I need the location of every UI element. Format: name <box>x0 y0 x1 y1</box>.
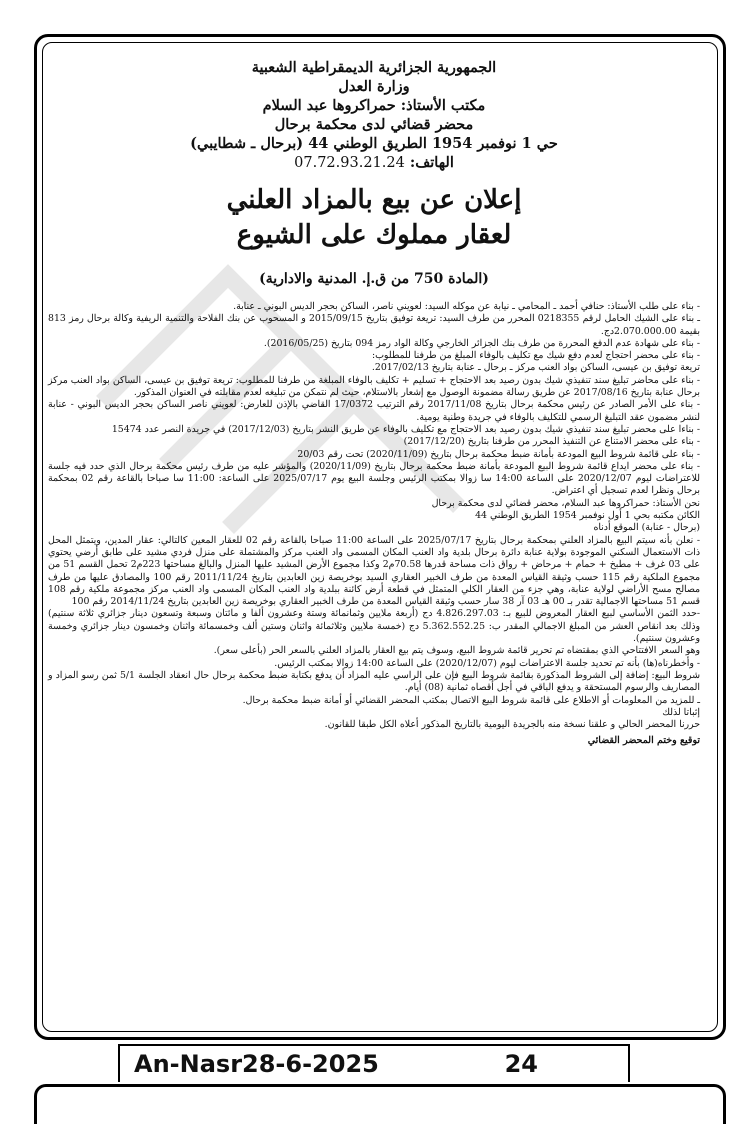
footer-bar <box>118 1044 630 1082</box>
paragraph: نحن الأستاذ: حمراكروها عبد السلام، محضر قضائي لدى محكمة برحال <box>431 497 700 509</box>
page-number: 24 <box>504 1050 538 1078</box>
bailiff-line: محضر قضائي لدى محكمة برحال <box>274 116 474 133</box>
phone-line <box>48 153 700 173</box>
paragraph: - بناء على طلب الأستاذ: حنافي أحمد ـ المحامي ـ نيابة عن موكله السيد: لعويني ناصر، الساكن بحجر الديس البوني ـ عنابة. <box>233 301 700 312</box>
paragraph: -حدد الثمن الأساسي لبيع العقار المعروض للبيع بـ: 4.826.297.03 دج (أربعة ملايين وثمانمائة وستة وعشرون ألفا و مائتان وسبعة وتسعون دينار جزائري ثلاثة سنتيم) وذلك بعد انقاص العشر من المبلغ الاجمالي المقدر ب: 5.362.552.25 دج (خمسة ملايين وثلاثمائة واثنان وستين ألف وخمسمائة واثنان وخمسون دينار جزائري وخمسة وعشرون سنتيم). <box>48 608 701 645</box>
paragraph: - بناء على محضر احتجاج لعدم دفع شيك مع تكليف بالوفاء المبلغ من طرفنا للمطلوب: <box>371 350 700 362</box>
title-line-2: لعقار مملوك على الشيوع <box>236 220 512 250</box>
paragraph: تريعة توفيق بن عيسى، الساكن بواد العنب مركز ـ برحال ـ عنابة بتاريخ 2017/02/13. <box>371 362 700 374</box>
next-frame-border <box>34 1084 726 1124</box>
paragraph: - بناء على محضر ايداع قائمة شروط البيع المودعة بأمانة ضبط محكمة برحال بتاريخ (2020/11/09) والمؤشر عليه من طرف رئيس محكمة برحال الذي حدد فيه جلسة للاعتراضات ليوم 2020/12/07 على الساعة 14:00 سا زوالا بمكتب الرئيس وجلسة البيع يوم 2025/07/17 على الساعة: 11:00 سا صباحا بالقاعة رقم 02 بمحكمة برحال ونظرا لعدم تسجيل أي اعتراض. <box>48 460 701 497</box>
office-line: مكتب الأستاذ: حمراكروها عبد السلام <box>262 97 486 114</box>
paragraph: - بناء على قائمة شروط البيع المودعة بأمانة ضبط محكمة برحال بتاريخ (2020/11/09) تحت رقم 20/03 <box>297 448 700 460</box>
paragraph: حررنا المحضر الحالي و علقنا نسخة منه بالجريدة اليومية بالتاريخ المذكور أعلاه الكل طبقا للقانون. <box>324 719 700 731</box>
phone-label: الهاتف: <box>409 154 454 171</box>
paragraph: - بناء على محاضر تبليغ سند تنفيذي شيك بدون رصيد بعد الاحتجاج + تسليم + تكليف بالوفاء المبلغة من طرفنا للمطلوب: تريعة توفيق بن عيسى، الساكن بواد العنب مركز برحال عنابة بتاريخ 2017/08/16 عن طريق رسالة مضمونة الوصول مع إشعار بالاستلام، حيث لم نتمكن من تبليغه لعدم مقابلته في العنوان المذكور. <box>48 374 700 399</box>
page-title <box>48 183 700 253</box>
paragraph: (برحال - عنابة) الموقع أدناه <box>593 522 700 534</box>
paragraph: - بناءا على محضر تبليغ سند تنفيذي شيك بدون رصيد بعد الاحتجاج مع تكليف بالوفاء عن طريق النشر بتاريخ (2017/12/03) في جريدة النصر عدد 15474 <box>111 423 700 435</box>
signature-label: توقيع وختم المحضر القضائي <box>587 735 700 747</box>
ministry-line: وزارة العدل <box>338 78 410 95</box>
paragraph: ـ بناء على الشيك الحامل لرقم 0218355 المحرر من طرف السيد: تريعة توفيق بتاريخ 2015/09/15 و المسحوب عن بنك الفلاحة والتنمية الريفية وكالة برحال رمز 813 بقيمة 2.070.000.00دج. <box>48 313 700 337</box>
newspaper-date: An-Nasr28-6-2025 <box>134 1050 379 1078</box>
paragraph: شروط البيع: إضافة إلى الشروط المذكورة بقائمة شروط البيع فإن على الراسي عليه المزاد أن يدفع بكتابة ضبط محكمة برحال حال انعقاد الجلسة 5/1 ثمن رسو المزاد و المصاريف والرسوم المستحقة و يدفع الباقي في أجل أقصاه ثمانية (08) أيام. <box>48 669 700 694</box>
paragraph: - وأخطرناه(ها) بأنه تم تحديد جلسة الاعتراضات ليوم (2020/12/07) على الساعة 14:00 زوالا بمكتب الرئيس. <box>274 657 700 669</box>
paragraph: ـ للمزيد من المعلومات أو الاطلاع على قائمة شروط البيع الاتصال بمكتب المحضر القضائي أو أمانة ضبط محكمة برحال. <box>242 694 700 706</box>
paragraph: إثباتا لذلك <box>662 706 700 718</box>
address-line: حي 1 نوفمبر 1954 الطريق الوطني 44 (برحال ـ شطايبي) <box>190 135 558 152</box>
paragraph: - نعلن بأنه سيتم البيع بالمزاد العلني بمحكمة برحال بتاريخ 2025/07/17 على الساعة 11:00 صباحا بالقاعة رقم 02 للعقار المعين كالتالي: عقار المدين، ويتمثل المحل ذات الاستعمال السكني الموجودة بولاية عنابة دائرة برحال بلدية واد العنب المكان المسمى واد العنب مركز والمشتملة على منزل فردي مشيد على طابق أرضي يحتوي على 03 غرف + مطبخ + حمام + مرحاض + رواق ذات مساحة قدرها 70.58م2 وكذا مجموع الأرض المشيد عليها المنزل والبالغ مساحتها 223م2 تحمل القسم 51 من مجموع الملكية رقم 115 حسب وثيقة القياس المعدة من طرف الخبير العقاري السيد بوخريصة زين العابدين بتاريخ 2011/11/24 رقم 100 والمصادق عليها من طرف مصالح مسح الأراضي لولاية عنابة، وهي جزء من العقار الكلي المتمثل في قطعة أرض كائنة ببلدية واد العنب المكان المسمى واد العنب مركز مجموعة ملكية رقم 108 قسم 51 مساحتها الاجمالية تقدر بـ 00 هـ 03 آر 38 سار حسب وثيقة القياس المعدة من طرف الخبير العقاري بوخريصة زين العابدين بتاريخ 2014/11/24 رقم 100 <box>48 534 701 608</box>
paragraph: - بناء على الأمر الصادر عن رئيس محكمة برحال بتاريخ 2017/11/08 رقم الترتيب 17/0372 القاضي بالإذن للعارض: لعويني ناصر الساكن بحجر الديس البوني - عنابة لنشر مضمون عقد التبليغ الرسمي للتكليف بالوفاء في جريدة وطنية يومية. <box>48 399 700 423</box>
title-line-1: إعلان عن بيع بالمزاد العلني <box>226 185 522 215</box>
announcement-content <box>48 58 700 1018</box>
republic-line: الجمهورية الجزائرية الديمقراطية الشعبية <box>251 59 497 76</box>
paragraph: - بناء على شهادة عدم الدفع المحررة من طرف بنك الجزائر الخارجي وكالة الواد رمز 094 بتاريخ (2016/05/25). <box>263 337 700 349</box>
body-text <box>48 301 700 731</box>
paragraph: - بناء على محضر الامتناع عن التنفيذ المحرر من طرفنا بتاريخ (2017/12/20) <box>403 436 700 448</box>
article-reference: (المادة 750 من ق.إ. المدنية والادارية) <box>259 271 489 287</box>
paragraph: الكائن مكتبه بحي 1 أول نوفمبر 1954 الطريق الوطني 44 <box>475 510 700 522</box>
paragraph: وهو السعر الافتتاحي الذي بمقتضاه تم تحرير قائمة شروط البيع، وسوف يتم بيع العقار بالمزاد العلني بالسعر الحر (بأعلى سعر). <box>213 645 700 657</box>
phone-number: 07.72.93.21.24 <box>294 155 405 171</box>
header-block <box>48 58 700 173</box>
